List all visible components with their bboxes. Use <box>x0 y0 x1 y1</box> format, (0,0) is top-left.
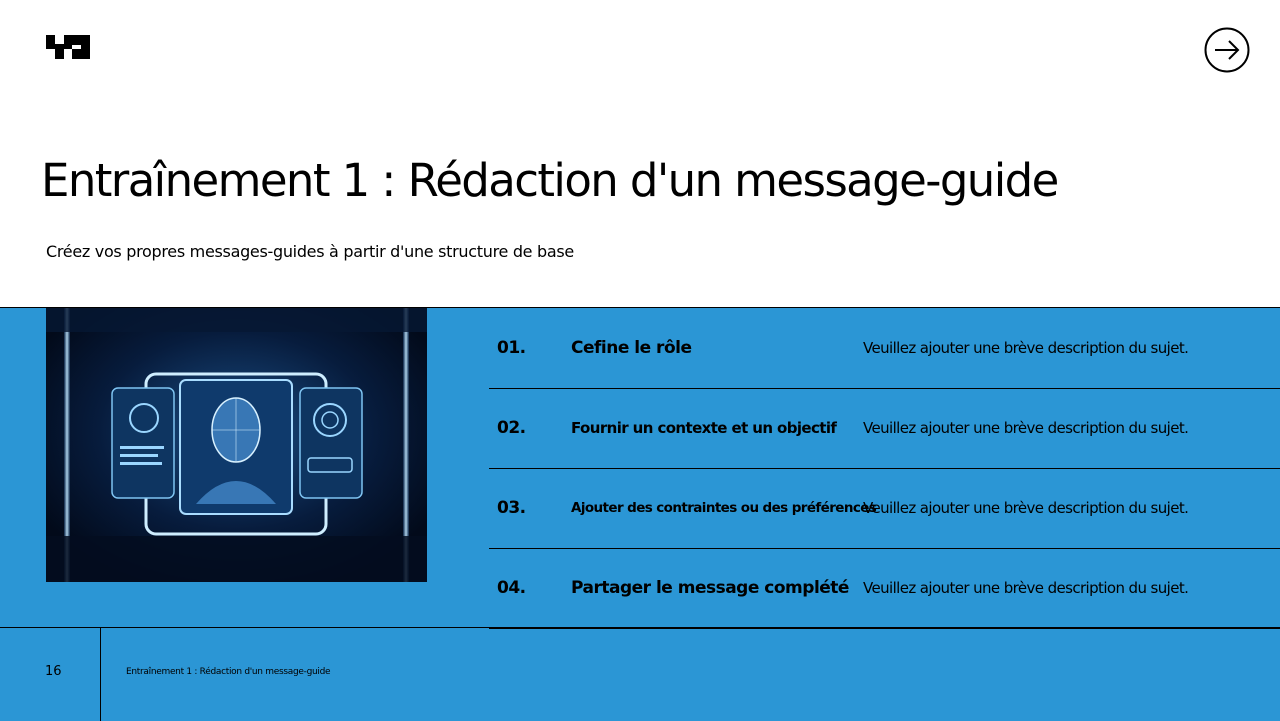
step-row <box>489 548 1280 629</box>
step-description: Veuillez ajouter une brève description du sujet. <box>863 499 1189 517</box>
page-number: 16 <box>45 664 62 679</box>
step-number: 01. <box>497 338 526 358</box>
step-name: Fournir un contexte et un objectif <box>571 419 837 437</box>
step-row <box>489 388 1280 469</box>
footer-title: Entraînement 1 : Rédaction d'un message-guide <box>126 667 331 677</box>
step-row <box>489 308 1280 389</box>
slide-footer <box>0 627 1280 721</box>
step-number: 03. <box>497 498 526 518</box>
step-description: Veuillez ajouter une brève description du sujet. <box>863 579 1189 597</box>
step-number: 02. <box>497 418 526 438</box>
step-number: 04. <box>497 578 526 598</box>
footer-divider <box>100 628 101 721</box>
slide-title: Entraînement 1 : Rédaction d'un message-guide <box>41 154 1058 207</box>
slide-subtitle: Créez vos propres messages-guides à partir d'une structure de base <box>46 242 574 261</box>
step-name: Partager le message complété <box>571 578 849 598</box>
step-description: Veuillez ajouter une brève description du sujet. <box>863 339 1189 357</box>
brand-logo-icon <box>46 33 90 59</box>
arrow-right-circle-icon <box>1204 27 1250 73</box>
step-name: Ajouter des contraintes ou des préférences <box>571 500 877 516</box>
step-row <box>489 468 1280 549</box>
step-description: Veuillez ajouter une brève description du sujet. <box>863 419 1189 437</box>
ai-face-hologram-image <box>46 308 427 582</box>
next-slide-button[interactable] <box>1204 27 1250 73</box>
step-name: Cefine le rôle <box>571 338 692 358</box>
